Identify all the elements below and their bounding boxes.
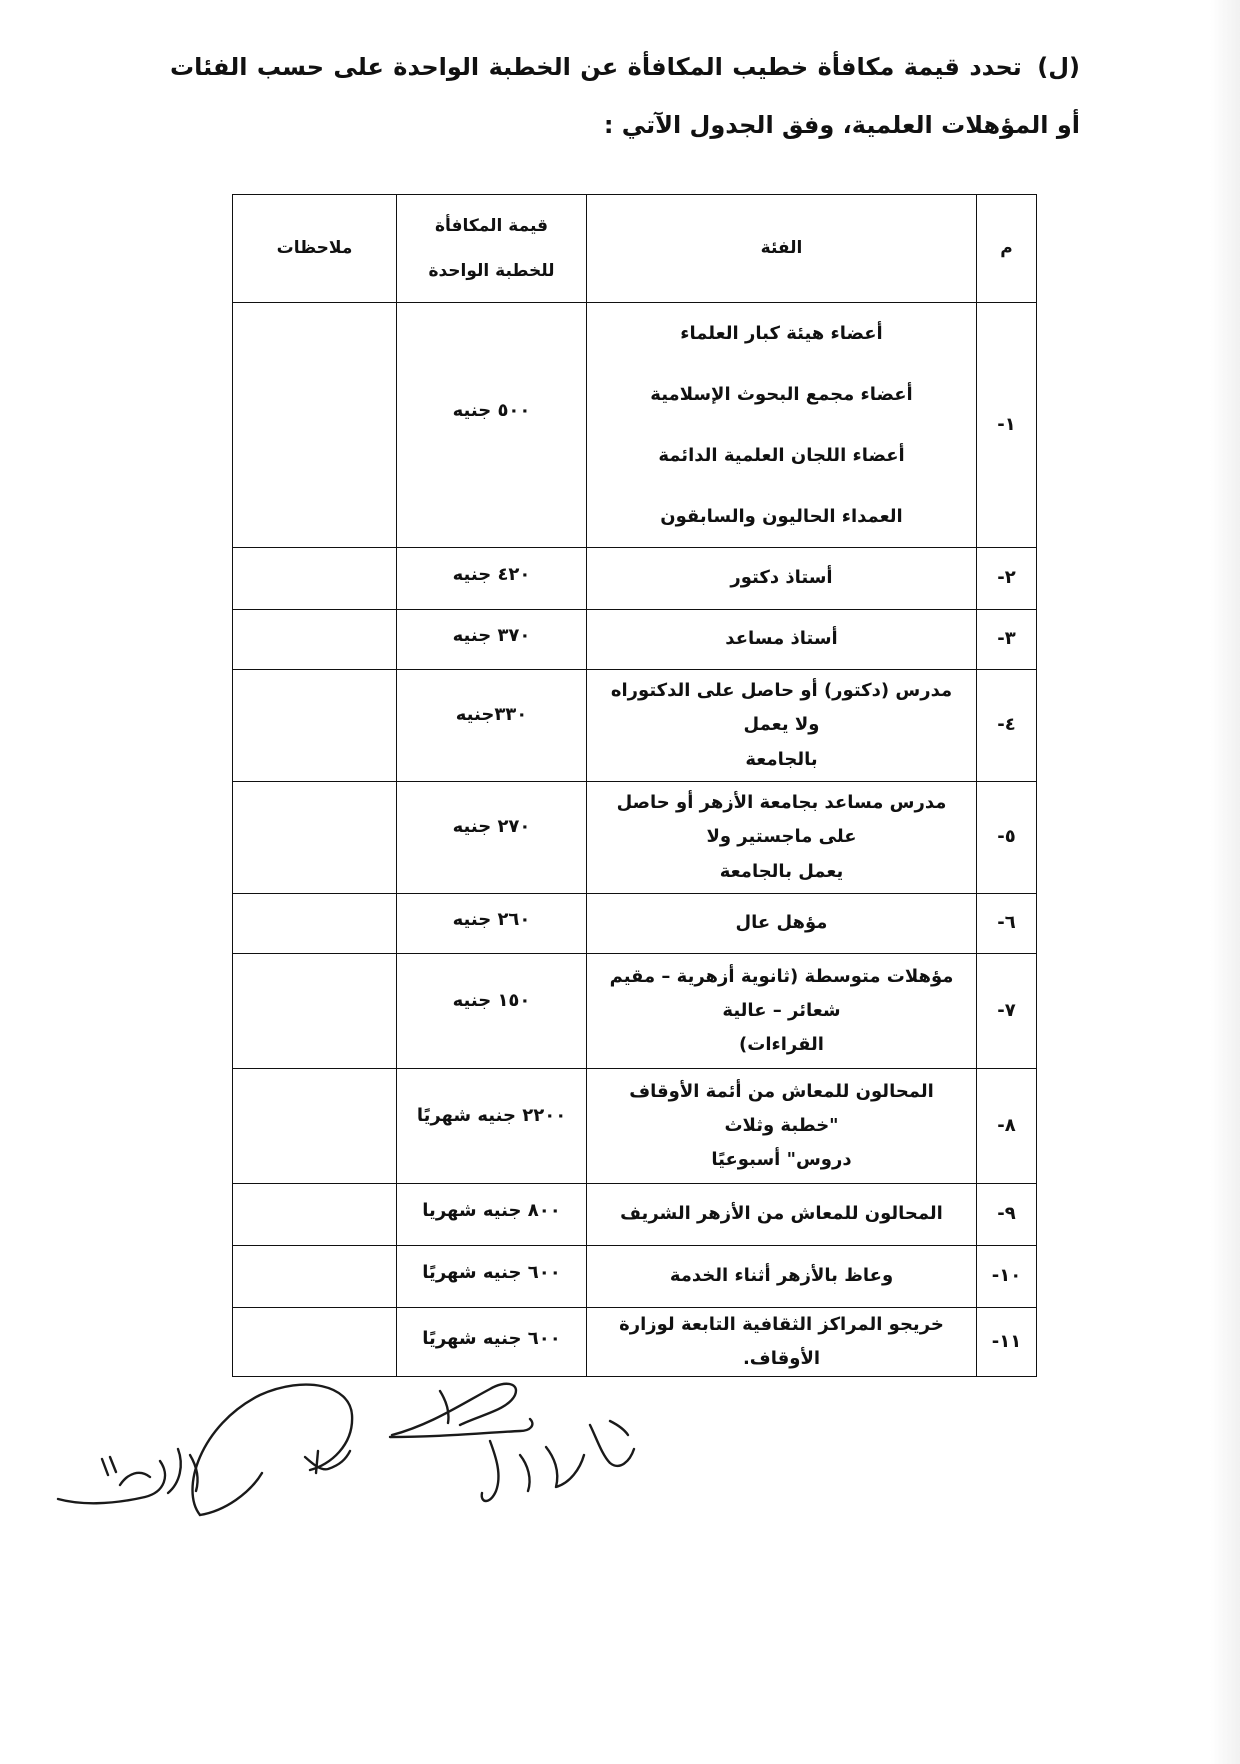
fees-table-body [233, 303, 1037, 1377]
header-category: الفئة [587, 195, 977, 303]
fee-value: ٦٠٠ جنيه شهريًا [422, 1262, 561, 1284]
row-notes [233, 303, 397, 548]
row-number: ٦- [977, 894, 1037, 954]
row-number: ٤- [977, 670, 1037, 782]
row-category [587, 303, 977, 548]
intro-text: تحدد قيمة مكافأة خطيب المكافأة عن الخطبة الواحدة على حسب الفئات أو المؤهلات العلمية، وفق الجدول الآتي : [170, 53, 1080, 139]
category-line: أستاذ مساعد [725, 628, 838, 650]
signature-2 [193, 1385, 353, 1515]
row-number: ٧- [977, 954, 1037, 1069]
intro-paragraph [170, 38, 1080, 154]
category-line: أعضاء مجمع البحوث الإسلامية [650, 384, 913, 405]
row-fee [397, 610, 587, 670]
row-number: ١١- [977, 1308, 1037, 1377]
category-line: خريجو المراكز الثقافية التابعة لوزارة الأوقاف. [619, 1314, 944, 1370]
row-number: ٣- [977, 610, 1037, 670]
signature-3 [390, 1384, 634, 1501]
handwritten-signatures [50, 1365, 750, 1545]
row-number: ١٠- [977, 1246, 1037, 1308]
fees-table [232, 194, 1037, 1377]
row-notes [233, 894, 397, 954]
row-number: ٢- [977, 548, 1037, 610]
row-notes [233, 782, 397, 894]
category-line: العمداء الحاليون والسابقون [660, 506, 903, 527]
category-line: المحالون للمعاش من أئمة الأوقاف "خطبة وثلاث [629, 1080, 934, 1136]
signature-1 [58, 1449, 198, 1503]
table-row [233, 782, 1037, 894]
table-row [233, 670, 1037, 782]
fee-value: ٣٣٠جنيه [455, 704, 528, 726]
fee-value: ٢٦٠ جنيه [452, 909, 531, 931]
category-line: دروس" أسبوعيًا [711, 1149, 852, 1171]
table-row [233, 1069, 1037, 1184]
category-line: أعضاء اللجان العلمية الدائمة [658, 445, 905, 466]
row-category [587, 1184, 977, 1246]
row-category [587, 610, 977, 670]
fee-value: ٥٠٠ جنيه [452, 399, 531, 421]
category-line: وعاظ بالأزهر أثناء الخدمة [669, 1265, 894, 1287]
row-notes [233, 1184, 397, 1246]
row-fee [397, 954, 587, 1069]
table-row [233, 1246, 1037, 1308]
row-category [587, 670, 977, 782]
category-line: بالجامعة [745, 748, 818, 770]
fee-value: ٨٠٠ جنيه شهريا [422, 1200, 561, 1222]
fee-value: ١٥٠ جنيه [452, 989, 531, 1011]
row-category [587, 1069, 977, 1184]
header-fee: قيمة المكافأة للخطبة الواحدة [397, 195, 587, 303]
row-notes [233, 670, 397, 782]
category-line: أستاذ دكتور [730, 567, 833, 589]
row-category [587, 954, 977, 1069]
fee-value: ٢٢٠٠ جنيه شهريًا [416, 1104, 567, 1126]
page-edge-shadow [1210, 0, 1240, 1764]
category-line: مؤهل عال [735, 912, 828, 934]
row-fee [397, 782, 587, 894]
category-line: مدرس مساعد بجامعة الأزهر أو حاصل على ماجستير ولا [616, 792, 947, 848]
table-header-row [233, 195, 1037, 303]
row-notes [233, 1069, 397, 1184]
row-number: ١- [977, 303, 1037, 548]
row-fee [397, 670, 587, 782]
row-notes [233, 548, 397, 610]
category-line: مؤهلات متوسطة (ثانوية أزهرية – مقيم شعائر – عالية [609, 965, 954, 1021]
table-row [233, 610, 1037, 670]
clause-marker: (ل) [1037, 53, 1081, 81]
fee-value: ٦٠٠ جنيه شهريًا [422, 1328, 561, 1350]
category-line: مدرس (دكتور) أو حاصل على الدكتوراه ولا يعمل [610, 680, 953, 736]
header-num: م [977, 195, 1037, 303]
category-line: يعمل بالجامعة [719, 860, 844, 882]
table-row [233, 303, 1037, 548]
row-notes [233, 610, 397, 670]
header-notes: ملاحظات [233, 195, 397, 303]
category-line: أعضاء هيئة كبار العلماء [680, 323, 883, 344]
row-number: ٥- [977, 782, 1037, 894]
row-category [587, 782, 977, 894]
table-row [233, 1184, 1037, 1246]
row-fee [397, 1069, 587, 1184]
table-row [233, 894, 1037, 954]
row-fee [397, 303, 587, 548]
fee-value: ٤٢٠ جنيه [452, 564, 531, 586]
category-line: القراءات) [739, 1034, 824, 1056]
row-fee [397, 894, 587, 954]
row-category [587, 1246, 977, 1308]
row-number: ٩- [977, 1184, 1037, 1246]
row-number: ٨- [977, 1069, 1037, 1184]
category-line: المحالون للمعاش من الأزهر الشريف [620, 1203, 943, 1225]
table-row [233, 954, 1037, 1069]
table-row [233, 548, 1037, 610]
row-fee [397, 1246, 587, 1308]
row-category [587, 894, 977, 954]
fee-value: ٣٧٠ جنيه [452, 625, 531, 647]
row-category [587, 548, 977, 610]
row-fee [397, 1184, 587, 1246]
row-notes [233, 1246, 397, 1308]
row-fee [397, 548, 587, 610]
fee-value: ٢٧٠ جنيه [452, 816, 531, 838]
row-notes [233, 954, 397, 1069]
